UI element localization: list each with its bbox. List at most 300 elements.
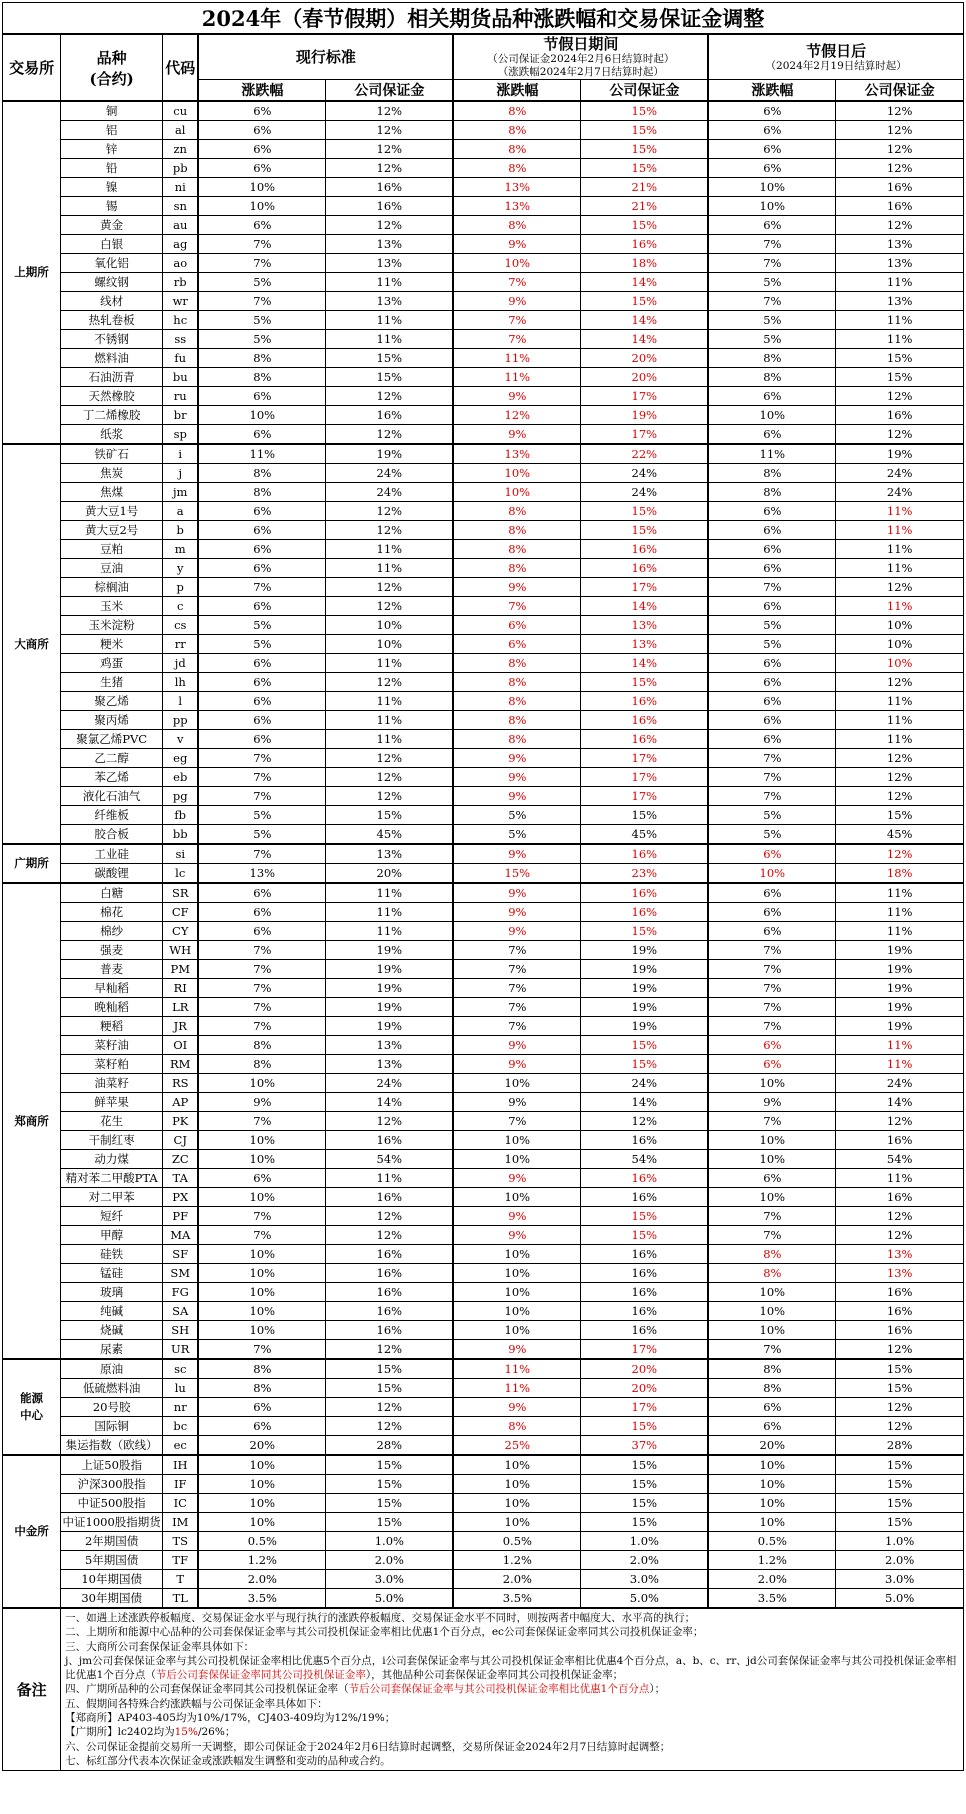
holiday-margin: 24% — [581, 483, 709, 502]
holiday-limit: 11% — [453, 1379, 581, 1398]
variety-code: c — [163, 597, 199, 616]
variety-name: 热轧卷板 — [61, 311, 163, 330]
variety-code: CF — [163, 903, 199, 922]
holiday-margin: 21% — [581, 178, 709, 197]
after-margin: 24% — [836, 483, 964, 502]
holiday-margin: 22% — [581, 444, 709, 464]
table-row — [3, 1436, 964, 1456]
holiday-limit: 9% — [453, 1340, 581, 1360]
current-margin: 45% — [326, 825, 454, 845]
table-row — [3, 806, 964, 825]
note-segment: 一、如遇上述涨跌停板幅度、交易保证金水平与现行执行的涨跌停板幅度、交易保证金水平不同时，则按两者中幅度大、水平高的执行； — [65, 1612, 696, 1624]
after-margin: 12% — [836, 1398, 964, 1417]
current-limit: 6% — [198, 387, 326, 406]
after-limit: 7% — [708, 1112, 836, 1131]
after-limit: 6% — [708, 559, 836, 578]
after-margin: 1.0% — [836, 1532, 964, 1551]
current-limit: 9% — [198, 1093, 326, 1112]
current-limit: 6% — [198, 654, 326, 673]
variety-code: CJ — [163, 1131, 199, 1150]
variety-code: jd — [163, 654, 199, 673]
holiday-margin: 15% — [581, 1036, 709, 1055]
after-margin: 15% — [836, 1513, 964, 1532]
holiday-margin: 13% — [581, 616, 709, 635]
holiday-limit: 8% — [453, 673, 581, 692]
variety-name: 粳稻 — [61, 1017, 163, 1036]
after-margin: 16% — [836, 1302, 964, 1321]
holiday-limit: 8% — [453, 540, 581, 559]
holiday-limit: 9% — [453, 844, 581, 864]
current-limit: 0.5% — [198, 1532, 326, 1551]
table-row — [3, 464, 964, 483]
after-margin: 12% — [836, 749, 964, 768]
current-limit: 7% — [198, 960, 326, 979]
current-limit: 10% — [198, 1188, 326, 1207]
variety-code: sn — [163, 197, 199, 216]
variety-code: wr — [163, 292, 199, 311]
variety-code: SH — [163, 1321, 199, 1340]
note-line — [65, 1611, 959, 1625]
after-margin: 19% — [836, 960, 964, 979]
holiday-margin: 16% — [581, 1302, 709, 1321]
variety-name: 沪深300股指 — [61, 1475, 163, 1494]
current-margin: 1.0% — [326, 1532, 454, 1551]
current-margin: 12% — [326, 1417, 454, 1436]
note-segment: ）； — [649, 1683, 666, 1696]
current-margin: 19% — [326, 998, 454, 1017]
table-row — [3, 1017, 964, 1036]
variety-name: 黄大豆2号 — [61, 521, 163, 540]
variety-name: 胶合板 — [61, 825, 163, 845]
after-margin: 13% — [836, 292, 964, 311]
current-limit: 7% — [198, 292, 326, 311]
current-margin: 19% — [326, 960, 454, 979]
holiday-margin: 16% — [581, 711, 709, 730]
variety-name: 30年期国债 — [61, 1589, 163, 1609]
current-limit: 6% — [198, 730, 326, 749]
current-margin: 24% — [326, 1074, 454, 1093]
current-limit: 8% — [198, 483, 326, 502]
table-row — [3, 1532, 964, 1551]
after-margin: 11% — [836, 1036, 964, 1055]
after-margin: 11% — [836, 273, 964, 292]
variety-name: 油菜籽 — [61, 1074, 163, 1093]
table-row — [3, 559, 964, 578]
holiday-limit: 13% — [453, 178, 581, 197]
variety-code: TF — [163, 1551, 199, 1570]
current-limit: 5% — [198, 806, 326, 825]
table-row — [3, 1226, 964, 1245]
note-line — [65, 1711, 959, 1725]
current-margin: 11% — [326, 273, 454, 292]
current-limit: 7% — [198, 941, 326, 960]
after-margin: 11% — [836, 559, 964, 578]
table-row — [3, 1245, 964, 1264]
after-margin: 11% — [836, 1169, 964, 1188]
current-margin: 24% — [326, 464, 454, 483]
variety-name: 菜籽油 — [61, 1036, 163, 1055]
holiday-limit: 9% — [453, 578, 581, 597]
holiday-limit: 9% — [453, 1207, 581, 1226]
holiday-limit: 10% — [453, 1131, 581, 1150]
table-row — [3, 1417, 964, 1436]
table-row — [3, 941, 964, 960]
variety-name: 焦煤 — [61, 483, 163, 502]
variety-code: RM — [163, 1055, 199, 1074]
current-margin: 19% — [326, 444, 454, 464]
after-limit: 6% — [708, 101, 836, 121]
table-row — [3, 825, 964, 845]
after-margin: 5.0% — [836, 1589, 964, 1609]
holiday-limit: 8% — [453, 502, 581, 521]
current-limit: 6% — [198, 425, 326, 445]
current-limit: 6% — [198, 922, 326, 941]
after-limit: 6% — [708, 1398, 836, 1417]
current-limit: 7% — [198, 1017, 326, 1036]
variety-code: IF — [163, 1475, 199, 1494]
current-margin: 13% — [326, 292, 454, 311]
holiday-margin: 1.0% — [581, 1532, 709, 1551]
holiday-margin: 15% — [581, 1494, 709, 1513]
after-margin: 10% — [836, 616, 964, 635]
after-limit: 2.0% — [708, 1570, 836, 1589]
variety-name: 花生 — [61, 1112, 163, 1131]
variety-name: 精对苯二甲酸PTA — [61, 1169, 163, 1188]
after-margin: 12% — [836, 844, 964, 864]
note-segment: 五、假期间各特殊合约涨跌幅与公司保证金率具体如下： — [65, 1697, 328, 1710]
variety-name: 丁二烯橡胶 — [61, 406, 163, 425]
header-current-margin: 公司保证金 — [326, 80, 454, 102]
table-row — [3, 864, 964, 884]
holiday-limit: 8% — [453, 101, 581, 121]
holiday-margin: 19% — [581, 406, 709, 425]
current-limit: 7% — [198, 1226, 326, 1245]
variety-name: 纤维板 — [61, 806, 163, 825]
after-margin: 11% — [836, 311, 964, 330]
after-limit: 5% — [708, 330, 836, 349]
current-limit: 7% — [198, 1340, 326, 1360]
holiday-limit: 9% — [453, 787, 581, 806]
variety-name: 黄金 — [61, 216, 163, 235]
current-margin: 10% — [326, 635, 454, 654]
table-row — [3, 121, 964, 140]
table-row — [3, 254, 964, 273]
after-limit: 7% — [708, 768, 836, 787]
after-margin: 15% — [836, 1455, 964, 1475]
table-row — [3, 616, 964, 635]
variety-name: 铁矿石 — [61, 444, 163, 464]
after-limit: 8% — [708, 368, 836, 387]
current-limit: 5% — [198, 825, 326, 845]
holiday-margin: 16% — [581, 730, 709, 749]
header-current-limit: 涨跌幅 — [198, 80, 326, 102]
after-margin: 15% — [836, 1359, 964, 1379]
current-margin: 16% — [326, 178, 454, 197]
after-margin: 13% — [836, 254, 964, 273]
current-limit: 6% — [198, 140, 326, 159]
current-limit: 6% — [198, 121, 326, 140]
after-limit: 10% — [708, 1150, 836, 1169]
variety-code: m — [163, 540, 199, 559]
holiday-limit: 9% — [453, 903, 581, 922]
variety-name: 豆粕 — [61, 540, 163, 559]
variety-code: i — [163, 444, 199, 464]
holiday-margin: 19% — [581, 979, 709, 998]
holiday-margin: 15% — [581, 502, 709, 521]
header-code: 代码 — [163, 34, 199, 101]
variety-name: 铝 — [61, 121, 163, 140]
holiday-margin: 16% — [581, 540, 709, 559]
holiday-limit: 10% — [453, 1074, 581, 1093]
holiday-margin: 17% — [581, 787, 709, 806]
variety-name: 晚籼稻 — [61, 998, 163, 1017]
current-limit: 6% — [198, 711, 326, 730]
after-margin: 10% — [836, 635, 964, 654]
current-limit: 10% — [198, 197, 326, 216]
holiday-limit: 6% — [453, 616, 581, 635]
current-limit: 7% — [198, 979, 326, 998]
current-limit: 10% — [198, 1131, 326, 1150]
variety-code: RI — [163, 979, 199, 998]
table-row — [3, 444, 964, 464]
note-segment: 七、标红部分代表本次保证金或涨跌幅发生调整和变动的品种或合约。 — [65, 1754, 391, 1767]
current-limit: 10% — [198, 1283, 326, 1302]
note-line — [65, 1654, 959, 1683]
holiday-margin: 15% — [581, 1455, 709, 1475]
holiday-margin: 15% — [581, 1226, 709, 1245]
note-line — [65, 1754, 959, 1768]
after-limit: 20% — [708, 1436, 836, 1456]
after-limit: 6% — [708, 1036, 836, 1055]
current-margin: 15% — [326, 1494, 454, 1513]
holiday-margin: 15% — [581, 1055, 709, 1074]
note-segment: 15% — [174, 1726, 198, 1739]
current-limit: 6% — [198, 216, 326, 235]
current-margin: 11% — [326, 922, 454, 941]
header-holiday-margin: 公司保证金 — [581, 80, 709, 102]
after-limit: 7% — [708, 578, 836, 597]
variety-name: 棉纱 — [61, 922, 163, 941]
holiday-limit: 9% — [453, 883, 581, 903]
after-limit: 10% — [708, 406, 836, 425]
variety-name: 棕榈油 — [61, 578, 163, 597]
after-margin: 12% — [836, 121, 964, 140]
table-row — [3, 1340, 964, 1360]
holiday-limit: 0.5% — [453, 1532, 581, 1551]
variety-code: bb — [163, 825, 199, 845]
variety-name: 硅铁 — [61, 1245, 163, 1264]
holiday-limit: 10% — [453, 1188, 581, 1207]
after-limit: 9% — [708, 1093, 836, 1112]
variety-code: T — [163, 1570, 199, 1589]
current-margin: 11% — [326, 711, 454, 730]
current-margin: 19% — [326, 979, 454, 998]
current-limit: 3.5% — [198, 1589, 326, 1609]
after-margin: 16% — [836, 197, 964, 216]
after-limit: 10% — [708, 1494, 836, 1513]
after-limit: 10% — [708, 1283, 836, 1302]
after-limit: 6% — [708, 654, 836, 673]
after-margin: 10% — [836, 654, 964, 673]
current-margin: 20% — [326, 864, 454, 884]
table-row — [3, 540, 964, 559]
current-limit: 10% — [198, 178, 326, 197]
sheet-title: 2024年（春节假期）相关期货品种涨跌幅和交易保证金调整 — [3, 3, 964, 35]
variety-name: 中证1000股指期货 — [61, 1513, 163, 1532]
holiday-limit: 9% — [453, 1093, 581, 1112]
after-limit: 6% — [708, 1417, 836, 1436]
holiday-margin: 24% — [581, 464, 709, 483]
holiday-margin: 45% — [581, 825, 709, 845]
holiday-margin: 14% — [581, 654, 709, 673]
exchange-cell: 大商所 — [3, 444, 61, 844]
note-segment: 节后公司套保保证金率同其公司投机保证金率 — [155, 1669, 366, 1682]
after-margin: 12% — [836, 673, 964, 692]
variety-code: eb — [163, 768, 199, 787]
holiday-margin: 15% — [581, 140, 709, 159]
holiday-limit: 10% — [453, 1150, 581, 1169]
variety-name: 锰硅 — [61, 1264, 163, 1283]
after-margin: 2.0% — [836, 1551, 964, 1570]
holiday-margin: 18% — [581, 254, 709, 273]
note-line — [65, 1697, 959, 1711]
table-row — [3, 159, 964, 178]
current-limit: 5% — [198, 273, 326, 292]
after-limit: 10% — [708, 178, 836, 197]
after-margin: 16% — [836, 1321, 964, 1340]
current-limit: 10% — [198, 1494, 326, 1513]
variety-code: RS — [163, 1074, 199, 1093]
after-limit: 10% — [708, 1188, 836, 1207]
current-limit: 10% — [198, 406, 326, 425]
holiday-limit: 8% — [453, 121, 581, 140]
after-limit: 5% — [708, 273, 836, 292]
table-row — [3, 922, 964, 941]
current-limit: 10% — [198, 1264, 326, 1283]
holiday-margin: 16% — [581, 692, 709, 711]
current-margin: 12% — [326, 159, 454, 178]
current-limit: 7% — [198, 235, 326, 254]
holiday-limit: 10% — [453, 1302, 581, 1321]
holiday-margin: 16% — [581, 235, 709, 254]
header-current — [198, 34, 453, 80]
after-margin: 12% — [836, 159, 964, 178]
current-limit: 5% — [198, 635, 326, 654]
after-limit: 6% — [708, 597, 836, 616]
holiday-limit: 7% — [453, 311, 581, 330]
variety-code: lh — [163, 673, 199, 692]
after-limit: 6% — [708, 844, 836, 864]
variety-code: IH — [163, 1455, 199, 1475]
table-row — [3, 406, 964, 425]
table-row — [3, 368, 964, 387]
after-limit: 8% — [708, 464, 836, 483]
variety-name: 动力煤 — [61, 1150, 163, 1169]
current-limit: 6% — [198, 1169, 326, 1188]
holiday-margin: 17% — [581, 749, 709, 768]
after-limit: 7% — [708, 1340, 836, 1360]
current-margin: 12% — [326, 521, 454, 540]
variety-code: JR — [163, 1017, 199, 1036]
margin-table — [2, 2, 964, 1771]
variety-name: 白糖 — [61, 883, 163, 903]
current-limit: 6% — [198, 101, 326, 121]
variety-code: SF — [163, 1245, 199, 1264]
holiday-limit: 10% — [453, 1264, 581, 1283]
current-limit: 7% — [198, 1207, 326, 1226]
table-row — [3, 1036, 964, 1055]
current-limit: 7% — [198, 578, 326, 597]
current-margin: 19% — [326, 941, 454, 960]
after-limit: 5% — [708, 616, 836, 635]
current-margin: 13% — [326, 254, 454, 273]
after-limit: 8% — [708, 1379, 836, 1398]
exchange-cell — [3, 1359, 61, 1455]
holiday-limit: 9% — [453, 387, 581, 406]
after-limit: 10% — [708, 1131, 836, 1150]
note-segment: j、jm公司套保保证金率与其公司投机保证金率相比优惠5个百分点，i公司套保保证金率与其公司投机保证金率相比优惠4个百分点，a、b、c、rr、jd公司套保保证金率与其公司投机保证金率相比优惠1个百分点（ — [65, 1654, 957, 1682]
current-margin: 11% — [326, 692, 454, 711]
variety-name: 棉花 — [61, 903, 163, 922]
holiday-limit: 9% — [453, 425, 581, 445]
variety-name: 石油沥青 — [61, 368, 163, 387]
current-margin: 16% — [326, 1131, 454, 1150]
variety-name: 燃料油 — [61, 349, 163, 368]
variety-name: 粳米 — [61, 635, 163, 654]
table-row — [3, 1131, 964, 1150]
holiday-limit: 10% — [453, 1494, 581, 1513]
variety-code: br — [163, 406, 199, 425]
after-limit: 6% — [708, 922, 836, 941]
after-margin: 11% — [836, 540, 964, 559]
note-segment: 二、上期所和能源中心品种的公司套保保证金率与其公司投机保证金率相比优惠1个百分点，ec公司套保保证金率同其公司投机保证金率； — [65, 1626, 704, 1639]
table-row — [3, 1074, 964, 1093]
holiday-margin: 20% — [581, 1359, 709, 1379]
variety-code: bu — [163, 368, 199, 387]
after-margin: 14% — [836, 1093, 964, 1112]
current-margin: 12% — [326, 1340, 454, 1360]
current-margin: 12% — [326, 749, 454, 768]
current-limit: 20% — [198, 1436, 326, 1456]
current-margin: 13% — [326, 1055, 454, 1074]
table-row — [3, 140, 964, 159]
holiday-limit: 8% — [453, 559, 581, 578]
holiday-limit: 9% — [453, 749, 581, 768]
margin-adjustment-sheet — [2, 2, 964, 1771]
holiday-margin: 14% — [581, 1093, 709, 1112]
current-margin: 11% — [326, 311, 454, 330]
after-margin: 16% — [836, 178, 964, 197]
after-margin: 16% — [836, 1283, 964, 1302]
current-limit: 7% — [198, 254, 326, 273]
table-row — [3, 1169, 964, 1188]
note-line — [65, 1740, 959, 1754]
after-margin: 11% — [836, 502, 964, 521]
header-after-label: 节假日后 — [806, 41, 867, 60]
holiday-limit: 10% — [453, 1513, 581, 1532]
variety-code: hc — [163, 311, 199, 330]
after-limit: 10% — [708, 1455, 836, 1475]
variety-code: AP — [163, 1093, 199, 1112]
variety-name: 锌 — [61, 140, 163, 159]
after-limit: 7% — [708, 941, 836, 960]
variety-code: ss — [163, 330, 199, 349]
table-row — [3, 578, 964, 597]
header-exchange: 交易所 — [3, 34, 61, 101]
holiday-margin: 15% — [581, 292, 709, 311]
current-margin: 16% — [326, 1188, 454, 1207]
holiday-limit: 1.2% — [453, 1551, 581, 1570]
